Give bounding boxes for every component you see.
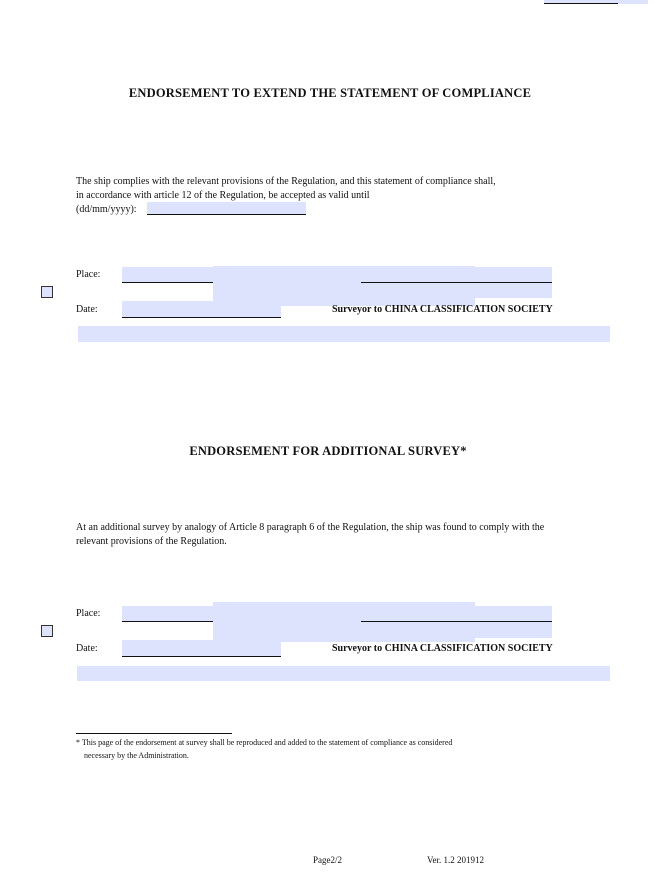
section2-checkbox[interactable] — [41, 625, 53, 637]
section2-place-label: Place: — [76, 608, 101, 619]
section1-signature-line-field-lower[interactable] — [475, 283, 552, 298]
footnote-line1: * This page of the endorsement at survey shall be reproduced and added to the statement of compliance as considered — [76, 738, 453, 747]
section1-signature-field-right[interactable] — [281, 284, 475, 306]
footnote-line2: necessary by the Administration. — [84, 751, 189, 760]
section1-signature-field-lower[interactable] — [213, 284, 281, 302]
footnote-divider — [76, 733, 232, 734]
section1-surveyor-label: Surveyor to CHINA CLASSIFICATION SOCIETY — [332, 304, 553, 315]
page-number: Page2/2 — [313, 855, 342, 865]
top-partial-field[interactable] — [544, 0, 618, 4]
section2-heading: ENDORSEMENT FOR ADDITIONAL SURVEY* — [189, 444, 467, 458]
top-partial-field-right[interactable] — [618, 0, 648, 4]
section2-signature-line-field[interactable] — [361, 606, 552, 622]
valid-until-field[interactable] — [147, 202, 306, 215]
section1-heading: ENDORSEMENT TO EXTEND THE STATEMENT OF COMPLIANCE — [128, 86, 532, 100]
section1-signature-line-field[interactable] — [361, 267, 552, 283]
section1-checkbox[interactable] — [41, 286, 53, 298]
section1-date-field[interactable] — [122, 301, 281, 318]
section2-date-label: Date: — [76, 643, 98, 654]
section2-date-field[interactable] — [122, 640, 281, 657]
section2-signature-line-field-lower[interactable] — [475, 622, 552, 638]
version-label: Ver. 1.2 201912 — [427, 855, 484, 865]
section1-place-label: Place: — [76, 269, 101, 280]
section2-stamp-field[interactable] — [77, 666, 610, 681]
section1-date-label: Date: — [76, 304, 98, 315]
section2-surveyor-label: Surveyor to CHINA CLASSIFICATION SOCIETY — [332, 643, 553, 654]
section1-paragraph-line1: The ship complies with the relevant provisions of the Regulation, and this statement of compliance shall, — [76, 176, 496, 187]
section2-paragraph-line1: At an additional survey by analogy of Article 8 paragraph 6 of the Regulation, the ship was found to comply with the — [76, 522, 545, 533]
section1-paragraph-line2: in accordance with article 12 of the Regulation, be accepted as valid until — [76, 190, 370, 201]
section2-signature-field-lower[interactable] — [213, 622, 475, 642]
section1-date-format-label: (dd/mm/yyyy): — [76, 204, 137, 215]
section1-stamp-field[interactable] — [78, 326, 610, 342]
section2-paragraph-line2: relevant provisions of the Regulation. — [76, 536, 227, 547]
